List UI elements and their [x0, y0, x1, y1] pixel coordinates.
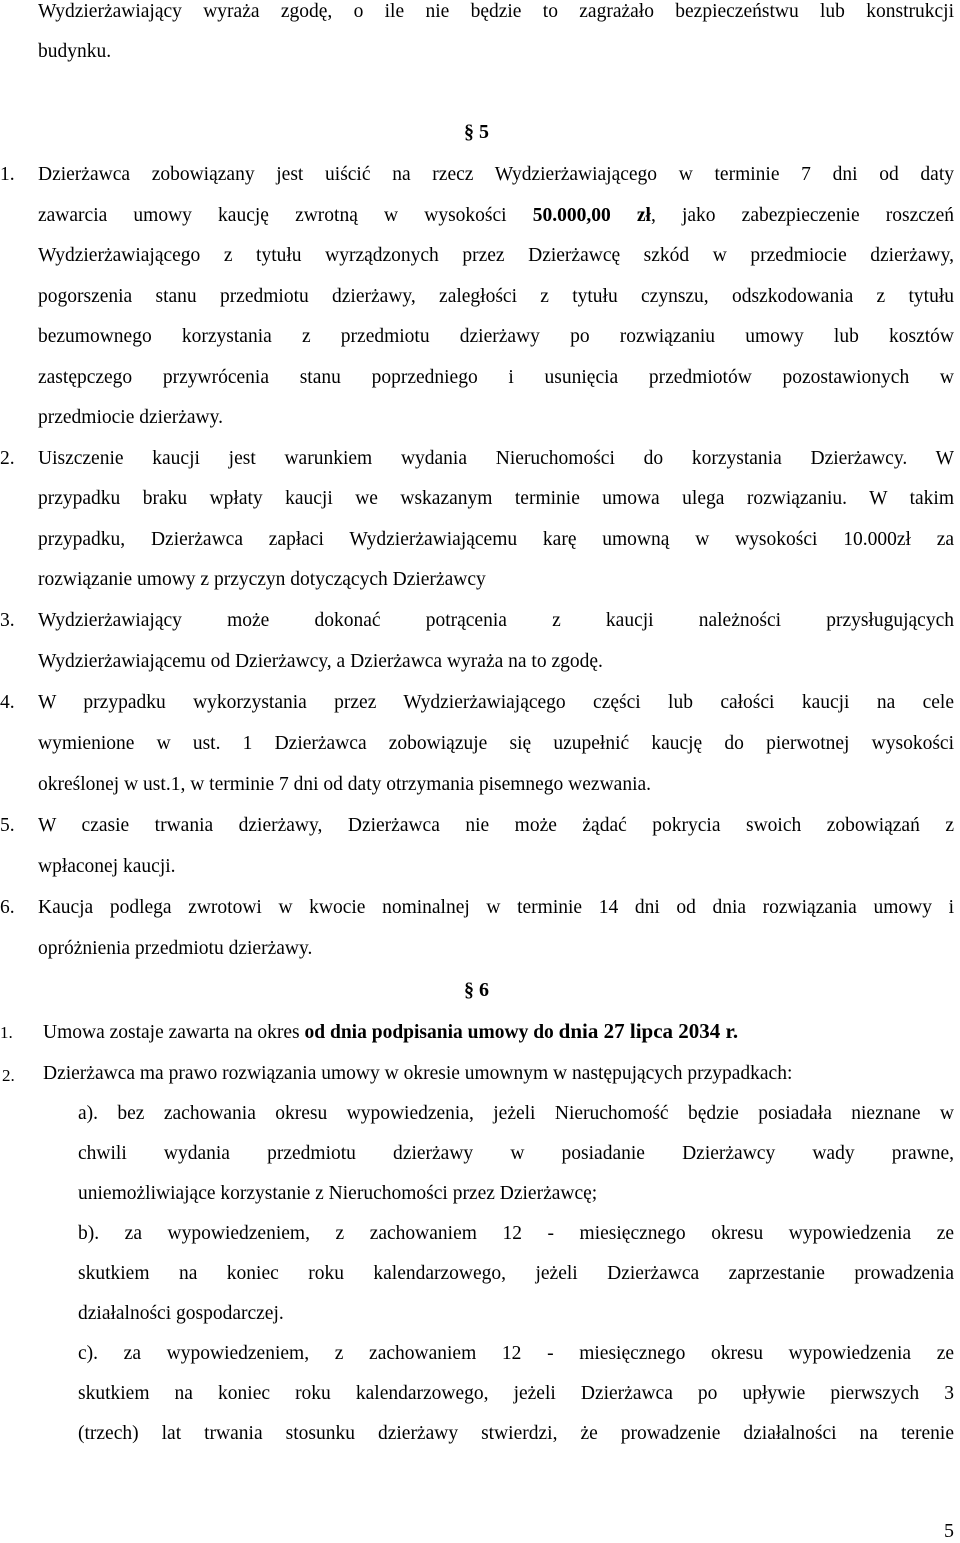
item-number: 2.	[0, 448, 15, 469]
s5-item4-line-2: wymienione w ust. 1 Dzierżawca zobowiązuje się uzupełnić kaucję do pierwotnej wysokości	[38, 733, 954, 754]
s5-item5-line-1: W czasie trwania dzierżawy, Dzierżawca nie może żądać pokrycia swoich zobowiązań z	[38, 815, 954, 836]
end-date: dnia 27 lipca 2034 r.	[558, 1019, 739, 1043]
s6-item1-line	[43, 1019, 954, 1045]
s5-item1-line-4: pogorszenia stanu przedmiotu dzierżawy, zaległości z tytułu czynszu, odszkodowania z tytułu	[38, 286, 954, 307]
s5-item3-line-2: Wydzierżawiającemu od Dzierżawcy, a Dzierżawca wyraża na to zgodę.	[38, 651, 603, 672]
item-number: 1.	[0, 164, 15, 185]
intro-line-2: budynku.	[38, 41, 112, 62]
s5-item3-line-1: Wydzierżawiający może dokonać potrącenia z kaucji należności przysługujących	[38, 610, 954, 631]
section-heading-text: § 6	[464, 979, 489, 1001]
s6-item2-line-1: Dzierżawca ma prawo rozwiązania umowy w okresie umownym w następujących przypadkach:	[43, 1063, 793, 1084]
s6-c-line-2: skutkiem na koniec roku kalendarzowego, jeżeli Dzierżawca po upływie pierwszych 3	[78, 1383, 954, 1404]
s5-item1-line-5: bezumownego korzystania z przedmiotu dzierżawy po rozwiązaniu umowy lub kosztów	[38, 326, 954, 347]
s6-a-line-3: uniemożliwiające korzystanie z Nieruchomości przez Dzierżawcę;	[78, 1183, 598, 1204]
item-number: 1.	[0, 1023, 13, 1042]
item-number: 5.	[0, 815, 15, 836]
s5-item6-line-2: opróżnienia przedmiotu dzierżawy.	[38, 938, 313, 959]
s5-item2-line-2: przypadku braku wpłaty kaucji we wskazanym terminie umowa ulega rozwiązaniu. W takim	[38, 488, 954, 509]
s5-item1-line-2	[38, 204, 954, 228]
s5-item4-line-3: określonej w ust.1, w terminie 7 dni od daty otrzymania pisemnego wezwania.	[38, 774, 652, 795]
s6-c-line-1: c). za wypowiedzeniem, z zachowaniem 12 - miesięcznego okresu wypowiedzenia ze	[78, 1343, 954, 1364]
s5-item2-line-4: rozwiązanie umowy z przyczyn dotyczących Dzierżawcy	[38, 569, 486, 590]
item-number: 2.	[2, 1066, 15, 1085]
item-number: 4.	[0, 692, 15, 713]
text-span: od dnia podpisania umowy do	[304, 1022, 559, 1043]
section-heading-text: § 5	[464, 121, 489, 143]
s5-item1-line-6: zastępczego przywrócenia stanu poprzedniego i usunięcia przedmiotów pozostawionych w	[38, 367, 954, 388]
s5-item2-line-3: przypadku, Dzierżawca zapłaci Wydzierżawiającemu karę umowną w wysokości 10.000zł za	[38, 529, 954, 550]
s5-item2-line-1: Uiszczenie kaucji jest warunkiem wydania Nieruchomości do korzystania Dzierżawcy. W	[38, 448, 954, 469]
text-span: Umowa zostaje zawarta na okres	[43, 1022, 305, 1043]
s5-item1-line-7: przedmiocie dzierżawy.	[38, 407, 223, 428]
intro-line-1: Wydzierżawiający wyraża zgodę, o ile nie będzie to zagrażało bezpieczeństwu lub konstrukcji	[38, 1, 954, 22]
s6-c-line-3: (trzech) lat trwania stosunku dzierżawy stwierdzi, że prowadzenie działalności na terenie	[78, 1423, 954, 1444]
page-number: 5	[944, 1520, 954, 1542]
text-span: zawarcia umowy kaucję zwrotną w wysokości	[38, 205, 533, 226]
s5-item1-line-1: Dzierżawca zobowiązany jest uiścić na rzecz Wydzierżawiającego w terminie 7 dni od daty	[38, 164, 954, 185]
item-number: 3.	[0, 610, 15, 631]
s5-item5-line-2: wpłaconej kaucji.	[38, 856, 176, 877]
s5-item1-line-3: Wydzierżawiającego z tytułu wyrządzonych przez Dzierżawcę szkód w przedmiocie dzierżawy,	[38, 245, 954, 266]
text-span: , jako zabezpieczenie roszczeń	[650, 205, 954, 226]
s5-item6-line-1: Kaucja podlega zwrotowi w kwocie nominalnej w terminie 14 dni od dnia rozwiązania umowy i	[38, 897, 954, 918]
s6-b-line-2: skutkiem na koniec roku kalendarzowego, jeżeli Dzierżawca zaprzestanie prowadzenia	[78, 1263, 954, 1284]
s5-item4-line-1: W przypadku wykorzystania przez Wydzierżawiającego części lub całości kaucji na cele	[38, 692, 954, 713]
deposit-amount: 50.000,00 zł	[532, 205, 651, 226]
item-number: 6.	[0, 897, 15, 918]
s6-b-line-1: b). za wypowiedzeniem, z zachowaniem 12 - miesięcznego okresu wypowiedzenia ze	[78, 1223, 954, 1244]
s6-b-line-3: działalności gospodarczej.	[78, 1303, 284, 1324]
s6-a-line-2: chwili wydania przedmiotu dzierżawy w posiadanie Dzierżawcy wady prawne,	[78, 1143, 954, 1164]
s6-a-line-1: a). bez zachowania okresu wypowiedzenia, jeżeli Nieruchomość będzie posiadała nieznane w	[78, 1103, 954, 1124]
